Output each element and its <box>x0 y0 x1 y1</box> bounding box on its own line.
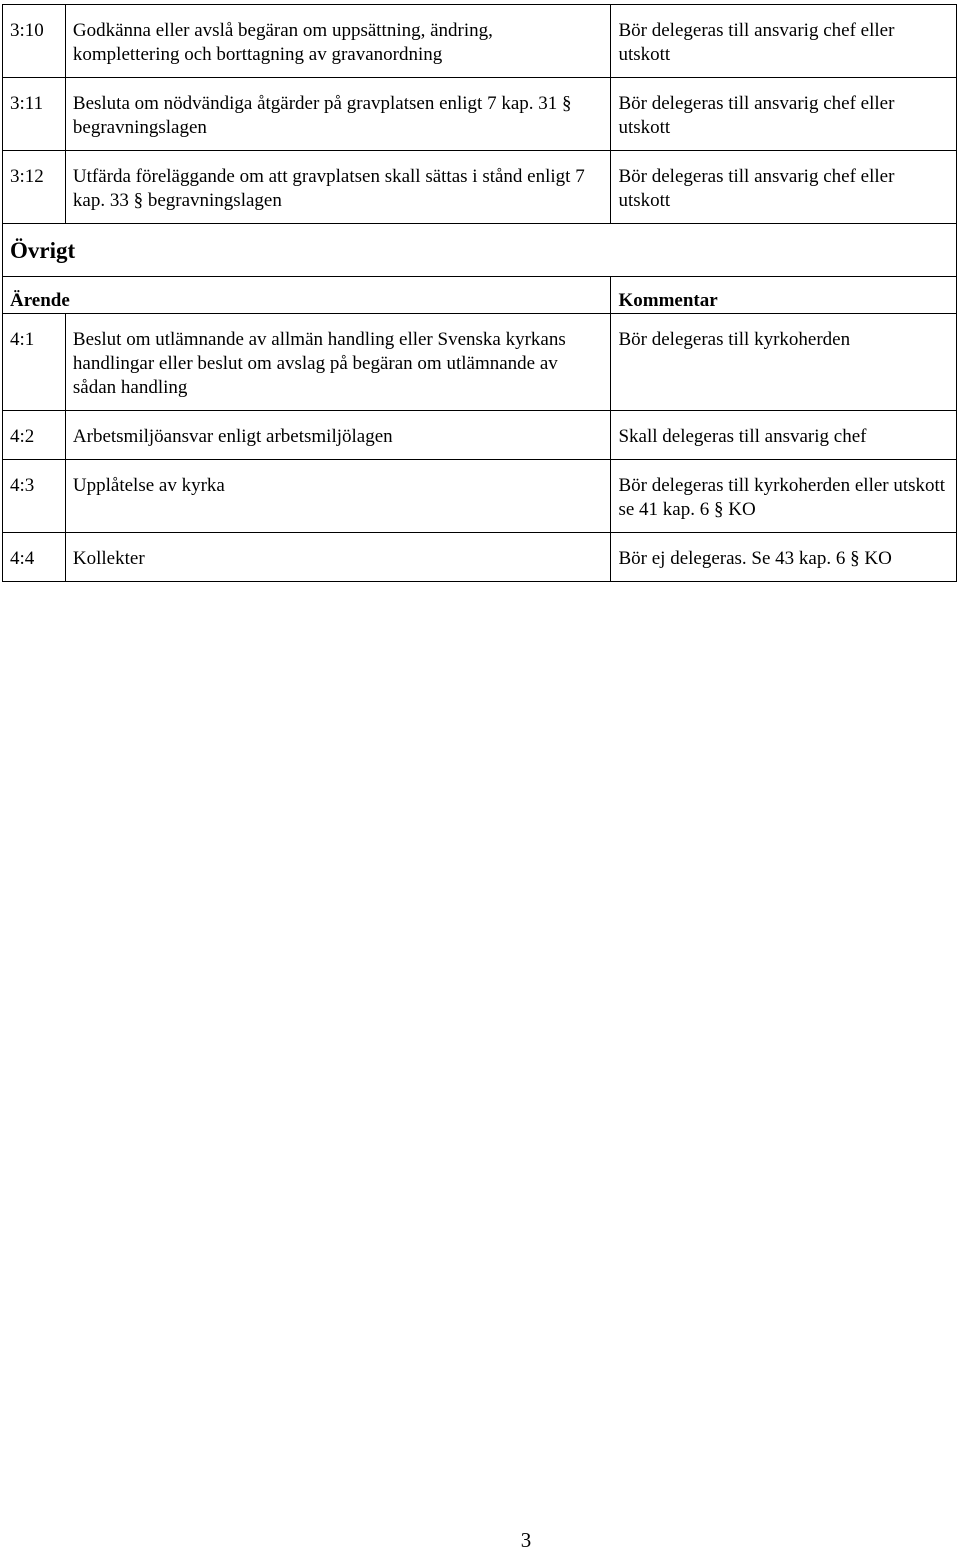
table-row <box>3 411 957 460</box>
section-row <box>3 224 957 277</box>
row-subject: Besluta om nödvändiga åtgärder på gravplatsen enligt 7 kap. 31 § begravningslagen <box>65 78 611 151</box>
row-subject: Arbetsmiljöansvar enligt arbetsmiljölagen <box>65 411 611 460</box>
row-comment: Bör delegeras till ansvarig chef eller utskott <box>611 5 957 78</box>
table-row <box>3 78 957 151</box>
row-id: 4:2 <box>3 411 66 460</box>
row-id: 3:10 <box>3 5 66 78</box>
row-id: 3:12 <box>3 151 66 224</box>
row-id: 4:1 <box>3 314 66 411</box>
row-id: 4:3 <box>3 460 66 533</box>
row-comment: Bör ej delegeras. Se 43 kap. 6 § KO <box>611 533 957 582</box>
delegation-table <box>2 4 957 582</box>
row-comment: Bör delegeras till kyrkoherden <box>611 314 957 411</box>
table-row <box>3 5 957 78</box>
header-row <box>3 277 957 314</box>
row-subject: Kollekter <box>65 533 611 582</box>
row-subject: Godkänna eller avslå begäran om uppsättning, ändring, komplettering och borttagning av gravanordning <box>65 5 611 78</box>
row-id: 3:11 <box>3 78 66 151</box>
row-comment: Skall delegeras till ansvarig chef <box>611 411 957 460</box>
table-row <box>3 533 957 582</box>
table-row <box>3 460 957 533</box>
row-subject: Upplåtelse av kyrka <box>65 460 611 533</box>
table-row <box>3 314 957 411</box>
row-comment: Bör delegeras till ansvarig chef eller utskott <box>611 151 957 224</box>
header-subject: Ärende <box>3 277 611 314</box>
row-subject: Beslut om utlämnande av allmän handling eller Svenska kyrkans handlingar eller beslut om avslag på begäran om utlämnande av sådan handling <box>65 314 611 411</box>
table-row <box>3 151 957 224</box>
section-title: Övrigt <box>3 224 957 277</box>
header-comment: Kommentar <box>611 277 957 314</box>
row-comment: Bör delegeras till kyrkoherden eller utskott se 41 kap. 6 § KO <box>611 460 957 533</box>
row-id: 4:4 <box>3 533 66 582</box>
page-number: 3 <box>520 1528 532 1552</box>
row-comment: Bör delegeras till ansvarig chef eller utskott <box>611 78 957 151</box>
row-subject: Utfärda föreläggande om att gravplatsen skall sättas i stånd enligt 7 kap. 33 § begravningslagen <box>65 151 611 224</box>
